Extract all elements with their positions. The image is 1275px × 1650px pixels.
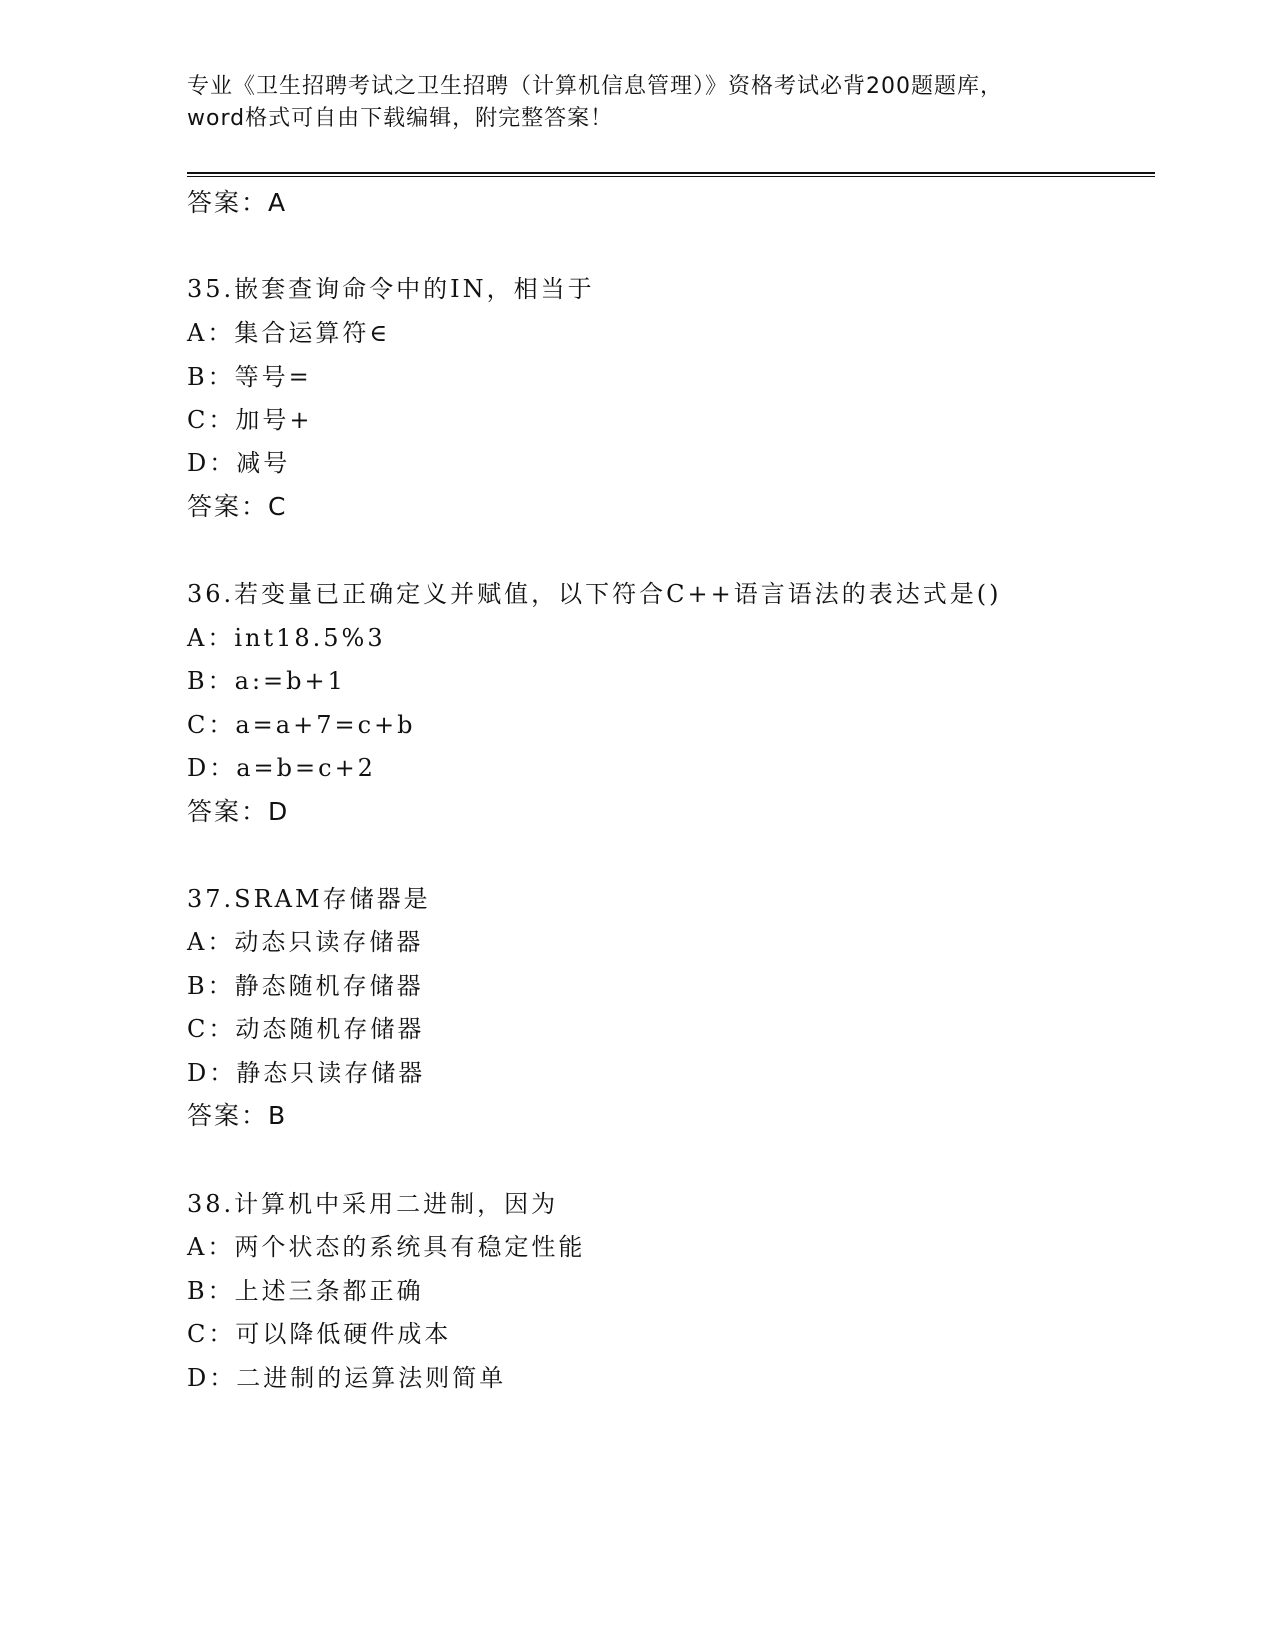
question-36-option-d: D：a=b=c+2	[187, 754, 376, 782]
question-35-answer: 答案：C	[187, 492, 288, 521]
header-title-line-2: word格式可自由下载编辑，附完整答案！	[187, 106, 614, 131]
question-36-stem: 36.若变量已正确定义并赋值，以下符合C++语言语法的表达式是()	[187, 580, 1002, 608]
question-38-option-c: C：可以降低硬件成本	[187, 1320, 452, 1348]
previous-answer: 答案：A	[187, 188, 288, 217]
question-36-option-c: C：a=a+7=c+b	[187, 711, 416, 739]
question-37-answer: 答案：B	[187, 1101, 288, 1130]
question-38-option-b: B：上述三条都正确	[187, 1277, 424, 1305]
question-36-answer: 答案：D	[187, 797, 290, 826]
question-38-option-a: A：两个状态的系统具有稳定性能	[187, 1233, 586, 1261]
question-37-option-b: B：静态随机存储器	[187, 972, 424, 1000]
question-38-stem: 38.计算机中采用二进制，因为	[187, 1190, 559, 1218]
question-38-option-d: D：二进制的运算法则简单	[187, 1364, 507, 1392]
question-37-stem: 37.SRAM存储器是	[187, 885, 431, 913]
question-35-option-c: C：加号+	[187, 406, 313, 434]
question-37-option-a: A：动态只读存储器	[187, 928, 424, 956]
question-35-option-d: D：减号	[187, 449, 291, 477]
question-35-option-a: A：集合运算符∈	[187, 319, 391, 347]
question-37-option-c: C：动态随机存储器	[187, 1015, 425, 1043]
question-37-option-d: D：静态只读存储器	[187, 1059, 426, 1087]
question-36-option-b: B：a:=b+1	[187, 667, 346, 695]
header-title-line-1: 专业《卫生招聘考试之卫生招聘（计算机信息管理）》资格考试必背200题题库，	[187, 74, 1003, 99]
question-35-option-b: B：等号=	[187, 363, 312, 391]
header-divider	[187, 172, 1155, 177]
question-35-stem: 35.嵌套查询命令中的IN，相当于	[187, 275, 595, 303]
question-36-option-a: A：int18.5%3	[187, 624, 386, 652]
